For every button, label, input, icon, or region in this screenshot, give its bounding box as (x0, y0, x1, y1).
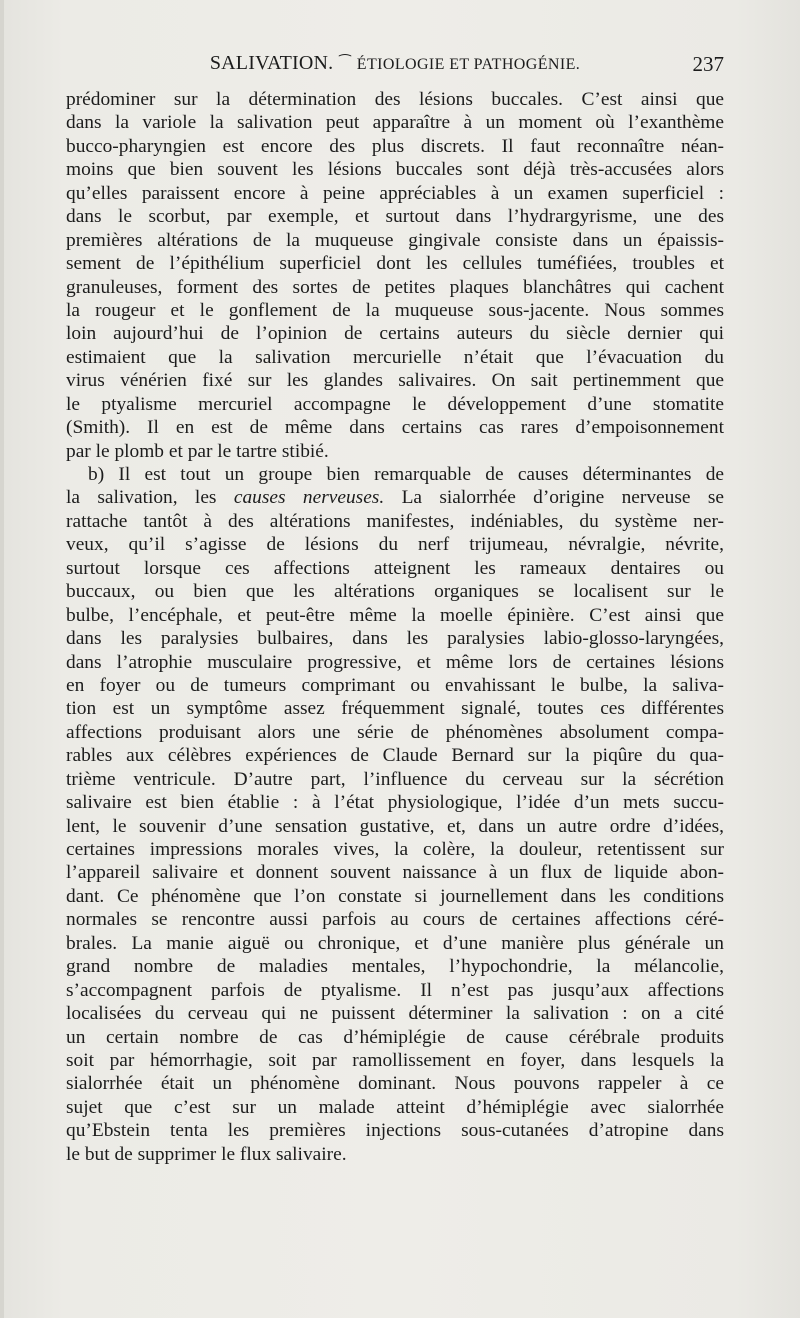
text-line: en foyer ou de tumeurs comprimant ou envahissant le bulbe, la saliva- (66, 674, 724, 696)
text-line: un certain nombre de cas d’hémiplégie de cause cérébrale produits (66, 1026, 724, 1048)
text-line: bulbe, l’encéphale, et peut-être même la moelle épinière. C’est ainsi que (66, 604, 724, 626)
paragraph-start-line: b) Il est tout un groupe bien remarquable de causes déterminantes de (88, 464, 724, 485)
text-line: veux, qu’il s’agisse de lésions du nerf trijumeau, névralgie, névrite, (66, 534, 724, 556)
paragraph-end-line: le but de supprimer le flux salivaire. (66, 1143, 347, 1165)
running-title-main: SALIVATION. (209, 52, 334, 74)
paragraph-end-line: par le plomb et par le tartre stibié. (66, 440, 329, 462)
text-line: buccaux, ou bien que les altérations organiques se localisent sur le (66, 581, 724, 603)
running-title (66, 52, 724, 75)
text-line: s’accompagnent parfois de ptyalisme. Il n’est pas jusqu’aux affections (66, 979, 724, 1001)
text-line: qu’elles paraissent encore à peine appréciables à un examen superficiel : (66, 182, 724, 204)
page-edge-shadow (0, 0, 4, 1318)
text-line: grand nombre de maladies mentales, l’hypochondrie, la mélancolie, (66, 956, 724, 978)
text-line: certaines impressions morales vives, la colère, la douleur, retentissent sur (66, 839, 724, 860)
text-fragment: La sialorrhée d’origine nerveuse se (401, 487, 724, 509)
text-line: premières altérations de la muqueuse gingivale consiste dans un épaissis- (66, 229, 724, 251)
text-line: virus vénérien fixé sur les glandes salivaires. On sait pertinemment que (66, 370, 724, 392)
text-line: bucco-pharyngien est encore des plus discrets. Il faut reconnaître néan- (66, 135, 724, 157)
text-line: localisées du cerveau qui ne puissent déterminer la salivation : on a cité (66, 1003, 724, 1025)
text-line: loin aujourd’hui de l’opinion de certains auteurs du siècle dernier qui (66, 323, 724, 345)
text-line: l’appareil salivaire et donnent souvent naissance à un flux de liquide abon- (66, 862, 724, 884)
emphasis-causes-nerveuses: causes nerveuses. (233, 487, 385, 509)
text-line: dans le scorbut, par exemple, et surtout dans l’hydrargyrisme, une des (66, 206, 724, 228)
text-line: estimaient que la salivation mercurielle n’était que l’évacuation du (66, 346, 724, 368)
text-line: prédominer sur la détermination des lésions buccales. C’est ainsi que (66, 89, 724, 110)
text-line: trième ventricule. D’autre part, l’influence du cerveau sur la sécrétion (66, 768, 724, 790)
text-line: qu’Ebstein tenta les premières injections sous-cutanées d’atropine dans (66, 1120, 724, 1142)
text-line: lent, le souvenir d’une sensation gustative, et, dans un autre ordre d’idées, (66, 815, 724, 837)
text-line: rables aux célèbres expériences de Claude Bernard sur la piqûre du qua- (66, 745, 724, 767)
running-header (66, 52, 724, 82)
text-line: (Smith). Il en est de même dans certains cas rares d’empoisonnement (66, 417, 724, 439)
text-line: brales. La manie aiguë ou chronique, et d’une manière plus générale un (66, 932, 724, 954)
text-line: normales se rencontre aussi parfois au cours de certaines affections céré- (66, 909, 724, 931)
text-line: soit par hémorrhagie, soit par ramollissement en foyer, dans lesquels la (66, 1049, 724, 1071)
text-line: dans la variole la salivation peut apparaître à un moment où l’exanthème (66, 112, 724, 134)
text-line: affections produisant alors une série de phénomènes absolument compa- (66, 721, 724, 743)
text-line: surtout lorsque ces affections atteignent les rameaux dentaires ou (66, 557, 724, 579)
running-title-sub: ÉTIOLOGIE ET PATHOGÉNIE. (356, 56, 581, 73)
ornament-dash-icon: ⁀ (339, 56, 351, 71)
text-line: salivaire est bien établie : à l’état physiologique, l’idée d’un mets succu- (66, 792, 724, 814)
text-line: tion est un symptôme assez fréquemment signalé, toutes ces différentes (66, 698, 724, 720)
text-line: rattache tantôt à des altérations manifestes, indéniables, du système ner- (66, 510, 724, 532)
text-line: sujet que c’est sur un malade atteint d’hémiplégie avec sialorrhée (66, 1096, 724, 1118)
page-number: 237 (692, 52, 724, 76)
text-line: la rougeur et le gonflement de la muqueuse sous-jacente. Nous sommes (66, 299, 724, 321)
text-line: dans l’atrophie musculaire progressive, et même lors de certaines lésions (66, 651, 724, 673)
body-text (66, 88, 724, 1166)
text-line: dant. Ce phénomène que l’on constate si journellement dans les conditions (66, 885, 724, 907)
text-line: moins que bien souvent les lésions buccales sont déjà très-accusées alors (66, 159, 724, 181)
text-line: dans les paralysies bulbaires, dans les paralysies labio-glosso-laryngées, (66, 628, 724, 650)
text-line: sement de l’épithélium superficiel dont les cellules tuméfiées, troubles et (66, 253, 724, 275)
text-fragment: la salivation, les (66, 487, 217, 509)
text-line: granuleuses, forment des sortes de petites plaques blanchâtres qui cachent (66, 276, 724, 298)
text-line-with-emphasis (66, 486, 724, 509)
text-line: sialorrhée était un phénomène dominant. Nous pouvons rappeler à ce (66, 1073, 724, 1095)
text-line: le ptyalisme mercuriel accompagne le développement d’une stomatite (66, 393, 724, 415)
